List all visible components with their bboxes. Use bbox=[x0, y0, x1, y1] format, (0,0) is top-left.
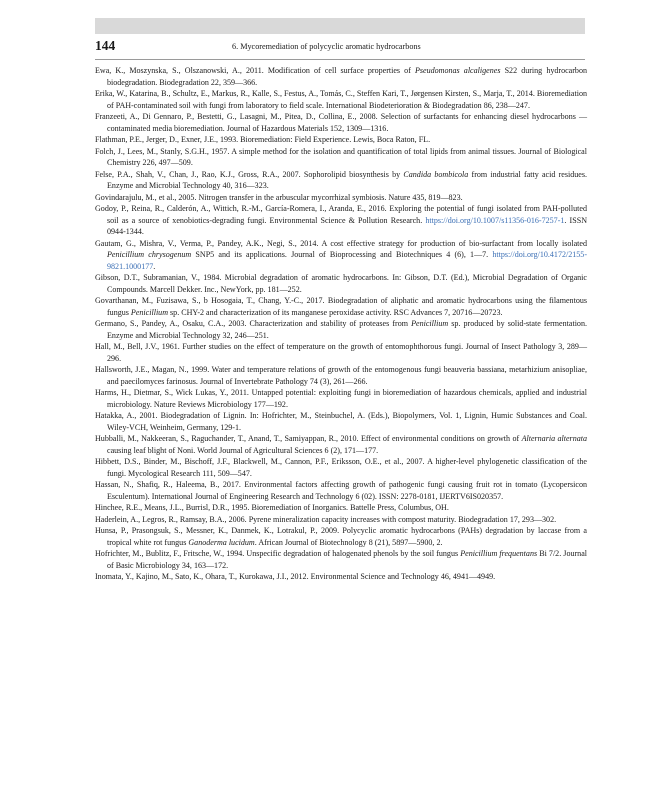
reference-text: Bi 7/2. Journal of Basic Microbiology 34, 163—172. bbox=[107, 549, 588, 570]
reference-entry bbox=[95, 134, 587, 146]
reference-text: Godoy, P., Reina, R., Calderón, A., Wittich, R.-M., García-Romera, I., Aranda, E., 2016. Exploring the potential of fungi isolated from PAH-polluted soil as a source of xenobiotics-degrading fungi. Environmental Science & Pollution Research. bbox=[95, 204, 587, 225]
reference-text: Folch, J., Lees, M., Stanly, S.G.H., 1957. A simple method for the isolation and quantification of total lipids from animal tissues. Journal of Biological Chemistry 226, 497—509. bbox=[95, 146, 587, 167]
reference-text: Govindarajulu, M., et al., 2005. Nitrogen transfer in the arbuscular mycorrhizal symbiosis. Nature 435, 819—823. bbox=[95, 192, 463, 202]
reference-entry bbox=[95, 502, 587, 514]
reference-text: Govarthanan, M., Fuzisawa, S., b Hosogaia, T., Chang, Y.-C., 2017. Biodegradation of aliphatic and aromatic hydrocarbons using the filamentous fungus bbox=[95, 296, 587, 317]
reference-text: SNP5 and its applications. Journal of Bioprocessing and Biotechniques 4 (6), 1—7. bbox=[191, 250, 493, 259]
page-number: 144 bbox=[95, 38, 116, 53]
reference-text: Gibson, D.T., Subramanian, V., 1984. Microbial degradation of aromatic hydrocarbons. In: Gibson, D.T. (Ed.), Microbial Degradation of Organic Compounds. Marcell Dekker. Inc., NewYork, pp. 181—252. bbox=[95, 273, 587, 294]
reference-entry bbox=[95, 295, 587, 318]
reference-entry bbox=[95, 387, 587, 410]
reference-entry bbox=[95, 410, 587, 433]
reference-text: . ISSN 0944-1344. bbox=[107, 215, 587, 236]
reference-italic-text: Penicillium bbox=[411, 319, 449, 328]
top-gray-bar bbox=[95, 18, 585, 34]
reference-text: Flathman, P.E., Jerger, D., Exner, J.E., 1993. Bioremediation: Field Experience. Lewis, Boca Raton, FL. bbox=[95, 135, 431, 144]
reference-italic-text: Penicillium chrysogenum bbox=[107, 250, 192, 259]
reference-text: Hallsworth, J.E., Magan, N., 1999. Water and temperature relations of growth of the entomogenous fungi beauveria bassiana, metarhizium anisopliae, and paecilomyces farinosus. Journal of Invertebrate Pathology 74 (3), 261—266. bbox=[95, 365, 587, 386]
page-header bbox=[95, 38, 585, 58]
reference-italic-text: Candida bombicola bbox=[403, 169, 469, 179]
reference-entry bbox=[95, 364, 587, 387]
reference-text: Harms, H., Dietmar, S., Wick Lukas, Y., 2011. Untapped potential: exploiting fungi in bioremediation of hazardous chemicals, applied and industrial microbiology. Nature Reviews Microbiology 177—192. bbox=[95, 388, 587, 409]
reference-entry bbox=[95, 433, 587, 456]
reference-text: Felse, P.A., Shah, V., Chan, J., Rao, K.J., Gross, R.A., 2007. Sophorolipid biosynthesis by bbox=[95, 169, 404, 179]
reference-text: Haderlein, A., Legros, R., Ramsay, B.A., 2006. Pyrene mineralization capacity increases with compost maturity. Biodegradation 17, 293—302. bbox=[95, 514, 557, 524]
reference-entry bbox=[95, 238, 587, 273]
header-rule bbox=[95, 59, 585, 60]
reference-list bbox=[95, 65, 587, 583]
reference-entry bbox=[95, 456, 587, 479]
reference-entry bbox=[95, 318, 587, 341]
reference-text: . bbox=[153, 261, 156, 271]
running-head: 6. Mycoremediation of polycyclic aromatic hydrocarbons bbox=[232, 42, 421, 51]
reference-entry bbox=[95, 341, 587, 364]
reference-italic-text: Penicillium bbox=[130, 307, 169, 317]
reference-text: S22 during hydrocarbon biodegradation. Biodegradation 22, 359—366. bbox=[107, 66, 587, 87]
reference-text: Franzeeti, A., Di Gennaro, P., Bestetti, G., Lasagni, M., Pitea, D., Collina, E., 2008. Selection of surfactants for enhancing diesel hydrocarbons — contaminated media bioremediation. Journal of Hazardous Materials 152, 1309—1316. bbox=[95, 112, 587, 133]
reference-italic-text: Penicillium frequentans bbox=[460, 549, 538, 558]
reference-italic-text: Ganoderma lucidum bbox=[188, 537, 255, 547]
reference-entry bbox=[95, 272, 587, 295]
reference-text: sp. produced by solid-state fermentation. Enzyme and Microbial Technology 32, 246—251. bbox=[107, 319, 587, 340]
reference-entry bbox=[95, 203, 587, 238]
reference-text: Hubballi, M., Nakkeeran, S., Raguchander, T., Anand, T., Samiyappan, R., 2010. Effect of environmental conditions on growth of bbox=[95, 434, 522, 443]
reference-entry bbox=[95, 169, 587, 192]
reference-text: Inomata, Y., Kajino, M., Sato, K., Ohara, T., Kurokawa, J.I., 2012. Environmental Science and Technology 46, 4941—4949. bbox=[95, 572, 496, 581]
reference-entry bbox=[95, 65, 587, 88]
reference-entry bbox=[95, 88, 587, 111]
reference-text: Erika, W., Katarina, B., Schultz, E., Markus, R., Kalle, S., Festus, A., Tomás, C., Steffen Kari, T., Jørgensen Kirsten, S., Marja, T., 2014. Bioremediation of PAH-contaminated soil with fungi from laboratory to field scale. International Biodeterioration & Biodegradation 86, 238—247. bbox=[95, 89, 587, 110]
reference-text: Hibbett, D.S., Binder, M., Bischoff, J.F., Blackwell, M., Cannon, P.F., Eriksson, O.E., et al., 2007. A higher-level phylogenetic classification of the fungi. Mycological Research 111, 509—547. bbox=[95, 457, 587, 478]
reference-text: Hofrichter, M., Bublitz, F., Fritsche, W., 1994. Unspecific degradation of halogenated phenols by the soil fungus bbox=[95, 549, 461, 558]
reference-text: Hinchee, R.E., Means, J.L., Burrisl, D.R., 1995. Bioremediation of Inorganics. Battelle Press, Columbus, OH. bbox=[95, 503, 449, 512]
reference-text: Hall, M., Bell, J.V., 1961. Further studies on the effect of temperature on the growth of entomophthorous fungi. Journal of Insect Pathology 3, 289—296. bbox=[95, 342, 587, 363]
reference-text: Gautam, G., Mishra, V., Verma, P., Pandey, A.K., Negi, S., 2014. A cost effective strategy for production of bio-surfactant from locally isolated bbox=[95, 238, 587, 248]
reference-entry bbox=[95, 479, 587, 502]
reference-text: Hassan, N., Shafiq, R., Haleema, B., 2017. Environmental factors affecting growth of pathogenic fungi causing fruit rot in tomato (Lycopersicon Esculentum). International Journal of Engineering Research and Technology 6 (02). ISSN: 2278-0181, IJERTV6IS020357. bbox=[95, 480, 587, 501]
reference-entry bbox=[95, 111, 587, 134]
reference-doi-link[interactable]: https://doi.org/10.4172/2155-9821.1000177 bbox=[107, 250, 588, 271]
reference-entry bbox=[95, 146, 587, 169]
reference-text: causing leaf blight of Noni. World Journal of Agricultural Sciences 6 (2), 171—177. bbox=[107, 445, 379, 455]
reference-text: Hunsa, P., Prasongsuk, S., Messner, K., Danmek, K., Lotrakul, P., 2009. Polycyclic aromatic hydrocarbons (PAHs) degradation by laccase from a tropical white rot fungus bbox=[95, 526, 587, 547]
reference-text: . African Journal of Biotechnology 8 (21), 5897—5900, 2. bbox=[254, 537, 443, 547]
reference-entry bbox=[95, 192, 587, 204]
reference-text: Hatakka, A., 2001. Biodegradation of Lignin. In: Hofrichter, M., Steinbuchel, A. (Eds.), Biopolymers, Vol. 1, Lignin, Humic Substances and Coal. Wiley-VCH, Weinheim, Germany, 129-1. bbox=[95, 411, 587, 432]
reference-italic-text: Pseudomonas alcaligenes bbox=[414, 66, 501, 75]
reference-entry bbox=[95, 514, 587, 526]
reference-entry bbox=[95, 525, 587, 548]
reference-text: sp. CHY-2 and characterization of its manganese peroxidase activity. RSC Advances 7, 20716—20723. bbox=[168, 307, 503, 317]
reference-entry bbox=[95, 571, 587, 583]
reference-entry bbox=[95, 548, 587, 571]
reference-text: Ewa, K., Moszynska, S., Olszanowski, A., 2011. Modification of cell surface properties of bbox=[95, 66, 415, 75]
reference-text: from industrial fatty acid residues. Enzyme and Microbial Technology 40, 316—323. bbox=[107, 169, 587, 190]
reference-italic-text: Alternaria alternata bbox=[521, 434, 587, 443]
reference-doi-link[interactable]: https://doi.org/10.1007/s11356-016-7257-1 bbox=[425, 215, 565, 225]
reference-text: Germano, S., Pandey, A., Osaku, C.A., 2003. Characterization and stability of proteases from bbox=[95, 319, 412, 328]
